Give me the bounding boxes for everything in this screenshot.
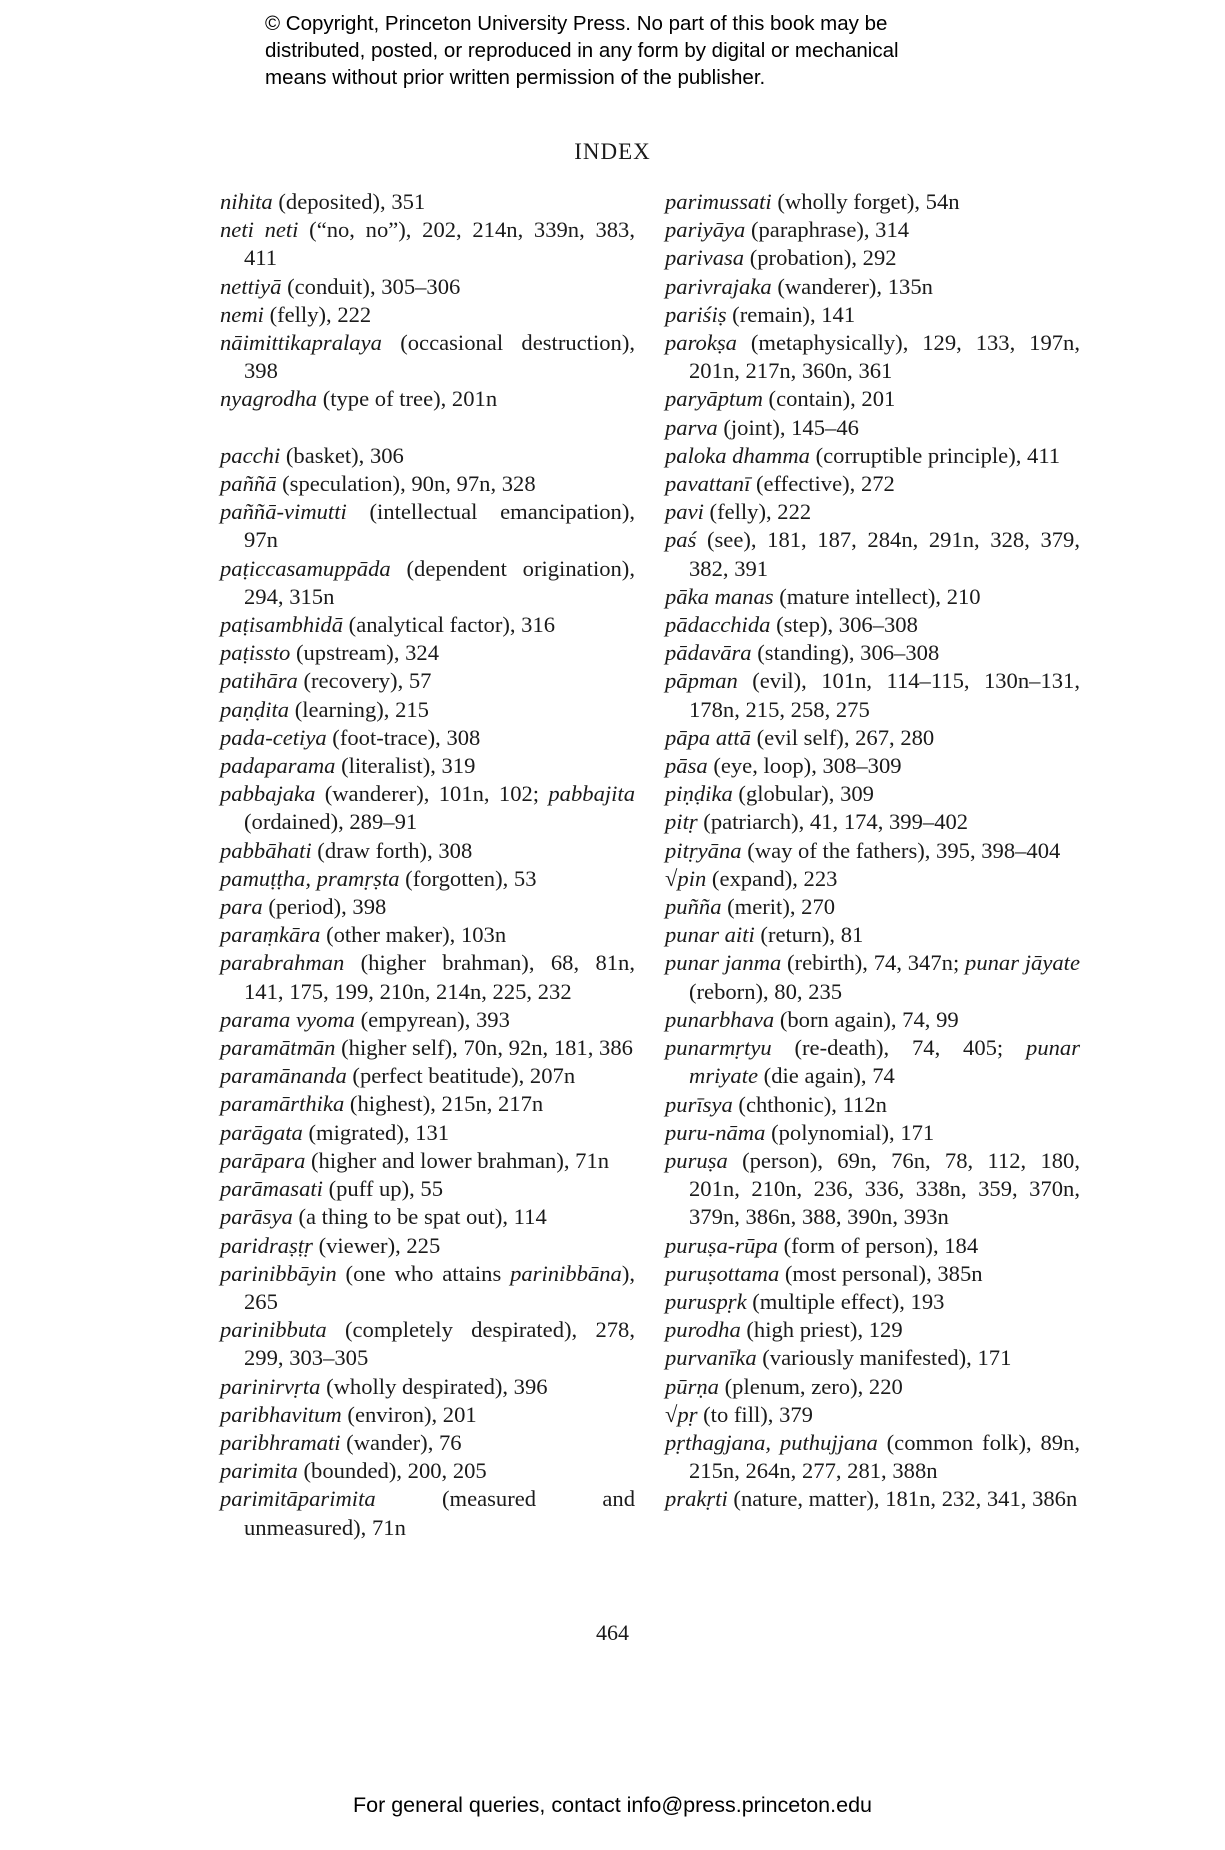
index-entry	[220, 1429, 635, 1457]
index-detail: (migrated), 131	[302, 1119, 450, 1145]
index-detail: (expand), 223	[706, 865, 838, 891]
index-detail: (highest), 215n, 217n	[344, 1091, 544, 1117]
index-term: nihita	[220, 189, 273, 214]
index-term: parivrajaka	[665, 273, 772, 299]
index-detail: (paraphrase), 314	[745, 217, 910, 243]
index-entry	[220, 1062, 635, 1090]
index-term: pāsa	[665, 753, 708, 779]
index-entry	[220, 301, 635, 329]
index-entry	[665, 1401, 1080, 1429]
index-entry	[665, 1260, 1080, 1288]
index-entry	[220, 1316, 635, 1372]
index-term: parinirvṛta	[220, 1373, 321, 1399]
index-detail: (variously manifested), 171	[756, 1345, 1012, 1371]
index-entry	[220, 865, 635, 893]
index-detail: (deposited), 351	[272, 189, 426, 214]
index-detail: (foot-trace), 308	[326, 724, 481, 750]
index-entry	[220, 188, 635, 216]
index-term: parinibbāyin	[220, 1260, 337, 1286]
index-term: puruṣottama	[665, 1260, 780, 1286]
index-detail: (completely despirated), 278, 299, 303–305	[244, 1317, 635, 1371]
index-detail: (period), 398	[262, 894, 387, 920]
index-entry	[665, 837, 1080, 865]
index-term: nāimittikapralaya	[220, 330, 382, 356]
index-term: parāgata	[220, 1119, 303, 1145]
index-detail: (patriarch), 41, 174, 399–402	[697, 809, 969, 835]
index-term: pacchi	[220, 442, 281, 468]
index-term: parimita	[220, 1458, 298, 1484]
index-detail: (felly), 222	[263, 301, 372, 327]
index-term: paṭiccasamuppāda	[220, 555, 391, 581]
index-term: parāsya	[220, 1204, 293, 1230]
index-entry	[220, 667, 635, 695]
index-entry	[665, 893, 1080, 921]
index-detail: (effective), 272	[750, 471, 895, 497]
index-entry	[220, 1006, 635, 1034]
index-detail: (intellectual emancipation), 97n	[244, 499, 635, 553]
index-entry	[665, 1429, 1080, 1485]
index-entry	[665, 1006, 1080, 1034]
page-number: 464	[596, 1620, 629, 1645]
index-entry	[665, 780, 1080, 808]
index-entry	[665, 216, 1080, 244]
index-term: punar jāyate	[965, 950, 1080, 976]
index-term: parinibbāna	[510, 1260, 622, 1286]
index-term: paramānanda	[220, 1063, 347, 1089]
index-detail: (puff up), 55	[322, 1176, 444, 1202]
index-detail: (joint), 145–46	[717, 414, 859, 440]
index-term: paṭisambhidā	[220, 612, 344, 638]
index-entry	[220, 921, 635, 949]
index-term: puruṣa	[665, 1147, 728, 1173]
index-entry	[665, 273, 1080, 301]
index-entry	[665, 1373, 1080, 1401]
index-detail: (learning), 215	[289, 696, 429, 722]
index-detail: (wholly despirated), 396	[320, 1373, 548, 1399]
index-entry	[665, 1232, 1080, 1260]
index-entry	[220, 1175, 635, 1203]
index-detail: (empyrean), 393	[354, 1006, 510, 1032]
index-term: parabrahman	[220, 950, 345, 976]
index-term: pāka manas	[665, 583, 774, 609]
index-term: paraṃkāra	[220, 922, 321, 948]
index-term: pariyāya	[665, 217, 746, 243]
index-detail: (recovery), 57	[297, 668, 432, 694]
index-detail: (perfect beatitude), 207n	[346, 1063, 576, 1089]
index-term: punarmṛtyu	[665, 1035, 772, 1061]
index-detail: (die again), 74	[758, 1063, 895, 1089]
index-detail: (contain), 201	[762, 386, 896, 412]
copyright-notice	[265, 10, 1025, 91]
index-detail: (felly), 222	[703, 499, 812, 525]
index-detail: (plenum, zero), 220	[718, 1373, 903, 1399]
index-term: parva	[665, 414, 718, 440]
index-entry	[220, 752, 635, 780]
index-term: parimussati	[665, 189, 772, 214]
index-term: pitṛyāna	[665, 837, 742, 863]
index-entry	[220, 837, 635, 865]
index-column-right	[665, 188, 1080, 1514]
index-term: nettiyā	[220, 273, 282, 299]
index-term: pitṛ	[665, 809, 698, 835]
index-term: parama vyoma	[220, 1006, 355, 1032]
index-detail: (draw forth), 308	[311, 837, 473, 863]
index-term: pamuṭṭha, pramṛṣta	[220, 865, 400, 891]
index-detail: (corruptible principle), 411	[809, 442, 1061, 468]
letter-group-gap	[220, 414, 635, 442]
index-term: pariśiṣ	[665, 301, 727, 327]
index-entry	[665, 752, 1080, 780]
index-detail: (analytical factor), 316	[343, 612, 556, 638]
index-detail: (high priest), 129	[740, 1317, 903, 1343]
index-detail: ), 265	[244, 1260, 635, 1314]
index-entry	[665, 667, 1080, 723]
index-detail: (one who attains	[336, 1260, 511, 1286]
index-entry	[220, 273, 635, 301]
index-entry	[665, 949, 1080, 1005]
index-entry	[220, 696, 635, 724]
index-term: parinibbuta	[220, 1317, 327, 1343]
index-detail: (“no, no”), 202, 214n, 339n, 383, 411	[244, 217, 635, 271]
index-term: parimitāparimita	[220, 1486, 376, 1512]
index-detail: (higher and lower brahman), 71n	[305, 1147, 610, 1173]
index-detail: (upstream), 324	[290, 640, 440, 666]
index-detail: (polynomial), 171	[765, 1119, 935, 1145]
index-detail: (basket), 306	[280, 442, 404, 468]
index-entry	[220, 442, 635, 470]
index-detail: (other maker), 103n	[320, 922, 507, 948]
index-detail: (globular), 309	[732, 781, 874, 807]
index-term: pavattanī	[665, 471, 751, 497]
index-entry	[665, 639, 1080, 667]
index-term: pavi	[665, 499, 704, 525]
index-term: para	[220, 894, 263, 920]
index-entry	[665, 1344, 1080, 1372]
index-detail: (form of person), 184	[777, 1232, 979, 1258]
index-term: nyagrodha	[220, 386, 318, 412]
index-entry	[220, 1119, 635, 1147]
index-detail: (conduit), 305–306	[281, 273, 461, 299]
index-detail: (wanderer), 101n, 102;	[315, 781, 549, 807]
index-term: puru-nāma	[665, 1119, 766, 1145]
index-term: pūrṇa	[665, 1373, 719, 1399]
index-detail: (see), 181, 187, 284n, 291n, 328, 379, 382, 391	[689, 527, 1080, 581]
index-term: puruspṛk	[665, 1288, 747, 1314]
index-entry	[665, 498, 1080, 526]
index-entry	[665, 470, 1080, 498]
index-entry	[220, 1401, 635, 1429]
index-detail: (eye, loop), 308–309	[707, 753, 902, 779]
index-term: neti neti	[220, 217, 299, 243]
index-detail: (viewer), 225	[312, 1232, 441, 1258]
index-entry	[665, 188, 1080, 216]
index-term: pāpman	[665, 668, 738, 694]
index-detail: (bounded), 200, 205	[297, 1458, 487, 1484]
index-term: punar aiti	[665, 922, 755, 948]
index-entry	[220, 1203, 635, 1231]
index-detail: (re-death), 74, 405;	[771, 1035, 1027, 1061]
index-term: pādacchida	[665, 612, 771, 638]
index-entry	[220, 1373, 635, 1401]
index-detail: (mature intellect), 210	[773, 583, 981, 609]
index-term: paloka dhamma	[665, 442, 810, 468]
index-entry	[665, 1288, 1080, 1316]
index-entry	[665, 1147, 1080, 1232]
index-term: paramātmān	[220, 1035, 336, 1061]
index-entry	[220, 780, 635, 836]
index-detail: (probation), 292	[744, 245, 897, 271]
index-entry	[220, 329, 635, 385]
index-entry	[220, 555, 635, 611]
index-term: paribhramati	[220, 1429, 341, 1455]
index-detail: (standing), 306–308	[751, 640, 940, 666]
index-term: parāmasati	[220, 1176, 323, 1202]
index-entry	[665, 1034, 1080, 1090]
index-entry	[220, 893, 635, 921]
index-term: parokṣa	[665, 330, 737, 356]
index-entry	[665, 1485, 1080, 1513]
index-entry	[220, 1485, 635, 1541]
index-entry	[220, 1232, 635, 1260]
index-term: √pin	[665, 865, 707, 891]
index-term: paribhavitum	[220, 1401, 342, 1427]
index-term: punar mriyate	[689, 1035, 1080, 1089]
index-term: pṛthagjana, puthujjana	[665, 1429, 878, 1455]
page-title: INDEX	[574, 139, 651, 164]
index-detail: (literalist), 319	[335, 753, 476, 779]
index-term: paṇḍita	[220, 696, 290, 722]
index-detail: (dependent origination), 294, 315n	[244, 555, 635, 609]
index-detail: (most personal), 385n	[779, 1260, 983, 1286]
index-term: purīsya	[665, 1091, 733, 1117]
index-entry	[220, 1147, 635, 1175]
index-detail: (higher self), 70n, 92n, 181, 386	[335, 1035, 633, 1061]
copyright-line: distributed, posted, or reproduced in any form by digital or mechanical	[265, 39, 899, 62]
index-detail: (nature, matter), 181n, 232, 341, 386n	[727, 1486, 1078, 1512]
index-entry	[665, 724, 1080, 752]
index-term: pādavāra	[665, 640, 752, 666]
index-term: punarbhava	[665, 1006, 775, 1032]
index-entry	[665, 611, 1080, 639]
index-detail: (environ), 201	[341, 1401, 477, 1427]
index-term: paridraṣṭṛ	[220, 1232, 313, 1258]
index-detail: (evil self), 267, 280	[750, 724, 935, 750]
index-entry	[220, 216, 635, 272]
index-term: nemi	[220, 301, 264, 327]
index-detail: (person), 69n, 76n, 78, 112, 180, 201n, 210n, 236, 336, 338n, 359, 370n, 379n, 386n, 388, 390n, 393n	[689, 1147, 1080, 1230]
index-entry	[665, 865, 1080, 893]
index-entry	[220, 639, 635, 667]
index-detail: (born again), 74, 99	[774, 1006, 959, 1032]
index-term: pabbāhati	[220, 837, 312, 863]
index-term: pāpa attā	[665, 724, 751, 750]
index-entry	[665, 583, 1080, 611]
index-entry	[665, 921, 1080, 949]
index-entry	[220, 949, 635, 1005]
index-entry	[665, 442, 1080, 470]
index-entry	[665, 526, 1080, 582]
footer-contact: For general queries, contact info@press.princeton.edu	[352, 1793, 872, 1817]
index-column-left	[220, 188, 635, 1542]
index-detail: (forgotten), 53	[399, 865, 537, 891]
index-entry	[665, 329, 1080, 385]
index-entry	[220, 724, 635, 752]
index-detail: (wanderer), 135n	[771, 273, 933, 299]
index-detail: (metaphysically), 129, 133, 197n, 201n, 217n, 360n, 361	[689, 330, 1080, 384]
index-term: purodha	[665, 1317, 741, 1343]
index-term: paramārthika	[220, 1091, 345, 1117]
index-detail: (step), 306–308	[770, 612, 918, 638]
index-detail: (occasional destruction), 398	[244, 330, 635, 384]
index-term: paś	[665, 527, 697, 553]
index-detail: (common folk), 89n, 215n, 264n, 277, 281, 388n	[689, 1429, 1080, 1484]
index-detail: (multiple effect), 193	[746, 1288, 945, 1314]
index-term: parivasa	[665, 245, 745, 271]
copyright-line: © Copyright, Princeton University Press. No part of this book may be	[265, 12, 888, 35]
index-detail: (measured and unmeasured), 71n	[244, 1486, 635, 1540]
index-detail: (wander), 76	[340, 1429, 462, 1455]
index-entry	[665, 1119, 1080, 1147]
index-term: piṇḍika	[665, 781, 733, 807]
index-entry	[220, 498, 635, 554]
index-entry	[220, 470, 635, 498]
index-detail: (evil), 101n, 114–115, 130n–131, 178n, 215, 258, 275	[689, 668, 1080, 722]
index-detail: (remain), 141	[726, 301, 856, 327]
index-detail: (a thing to be spat out), 114	[292, 1204, 547, 1230]
index-entry	[665, 301, 1080, 329]
index-detail: (chthonic), 112n	[732, 1091, 887, 1117]
index-detail: (way of the fathers), 395, 398–404	[741, 837, 1061, 863]
index-term: pabbajaka	[220, 781, 316, 807]
index-detail: (reborn), 80, 235	[689, 978, 843, 1004]
index-term: purvanīka	[665, 1345, 757, 1371]
index-detail: (return), 81	[754, 922, 864, 948]
index-detail: (higher brahman), 68, 81n, 141, 175, 199, 210n, 214n, 225, 232	[244, 950, 635, 1004]
copyright-line: means without prior written permission of the publisher.	[265, 66, 766, 89]
index-entry	[665, 385, 1080, 413]
index-term: paṭissto	[220, 640, 291, 666]
index-detail: (speculation), 90n, 97n, 328	[276, 471, 536, 497]
index-entry	[220, 1034, 635, 1062]
index-entry	[665, 414, 1080, 442]
index-term: pabbajita	[548, 781, 635, 807]
index-entry	[220, 1457, 635, 1485]
index-entry	[665, 1316, 1080, 1344]
index-detail: (rebirth), 74, 347n;	[781, 950, 966, 976]
index-term: √pṛ	[665, 1401, 698, 1427]
index-term: paryāptum	[665, 386, 763, 412]
index-entry	[665, 1091, 1080, 1119]
index-entry	[220, 1260, 635, 1316]
index-term: paññā-vimutti	[220, 499, 347, 525]
index-detail: (ordained), 289–91	[244, 809, 418, 835]
index-term: prakṛti	[665, 1486, 728, 1512]
index-entry	[665, 244, 1080, 272]
index-term: paññā	[220, 471, 277, 497]
index-entry	[220, 385, 635, 413]
index-term: puruṣa-rūpa	[665, 1232, 778, 1258]
index-detail: (wholly forget), 54n	[771, 189, 960, 214]
index-term: patihāra	[220, 668, 298, 694]
index-entry	[665, 808, 1080, 836]
index-detail: (to fill), 379	[697, 1401, 813, 1427]
index-entry	[220, 611, 635, 639]
index-term: puñña	[665, 894, 722, 920]
index-entry	[220, 1090, 635, 1118]
index-term: parāpara	[220, 1147, 306, 1173]
index-term: padaparama	[220, 753, 336, 779]
index-term: pada-cetiya	[220, 724, 327, 750]
index-detail: (merit), 270	[721, 894, 836, 920]
index-detail: (type of tree), 201n	[317, 386, 498, 412]
index-term: punar janma	[665, 950, 782, 976]
